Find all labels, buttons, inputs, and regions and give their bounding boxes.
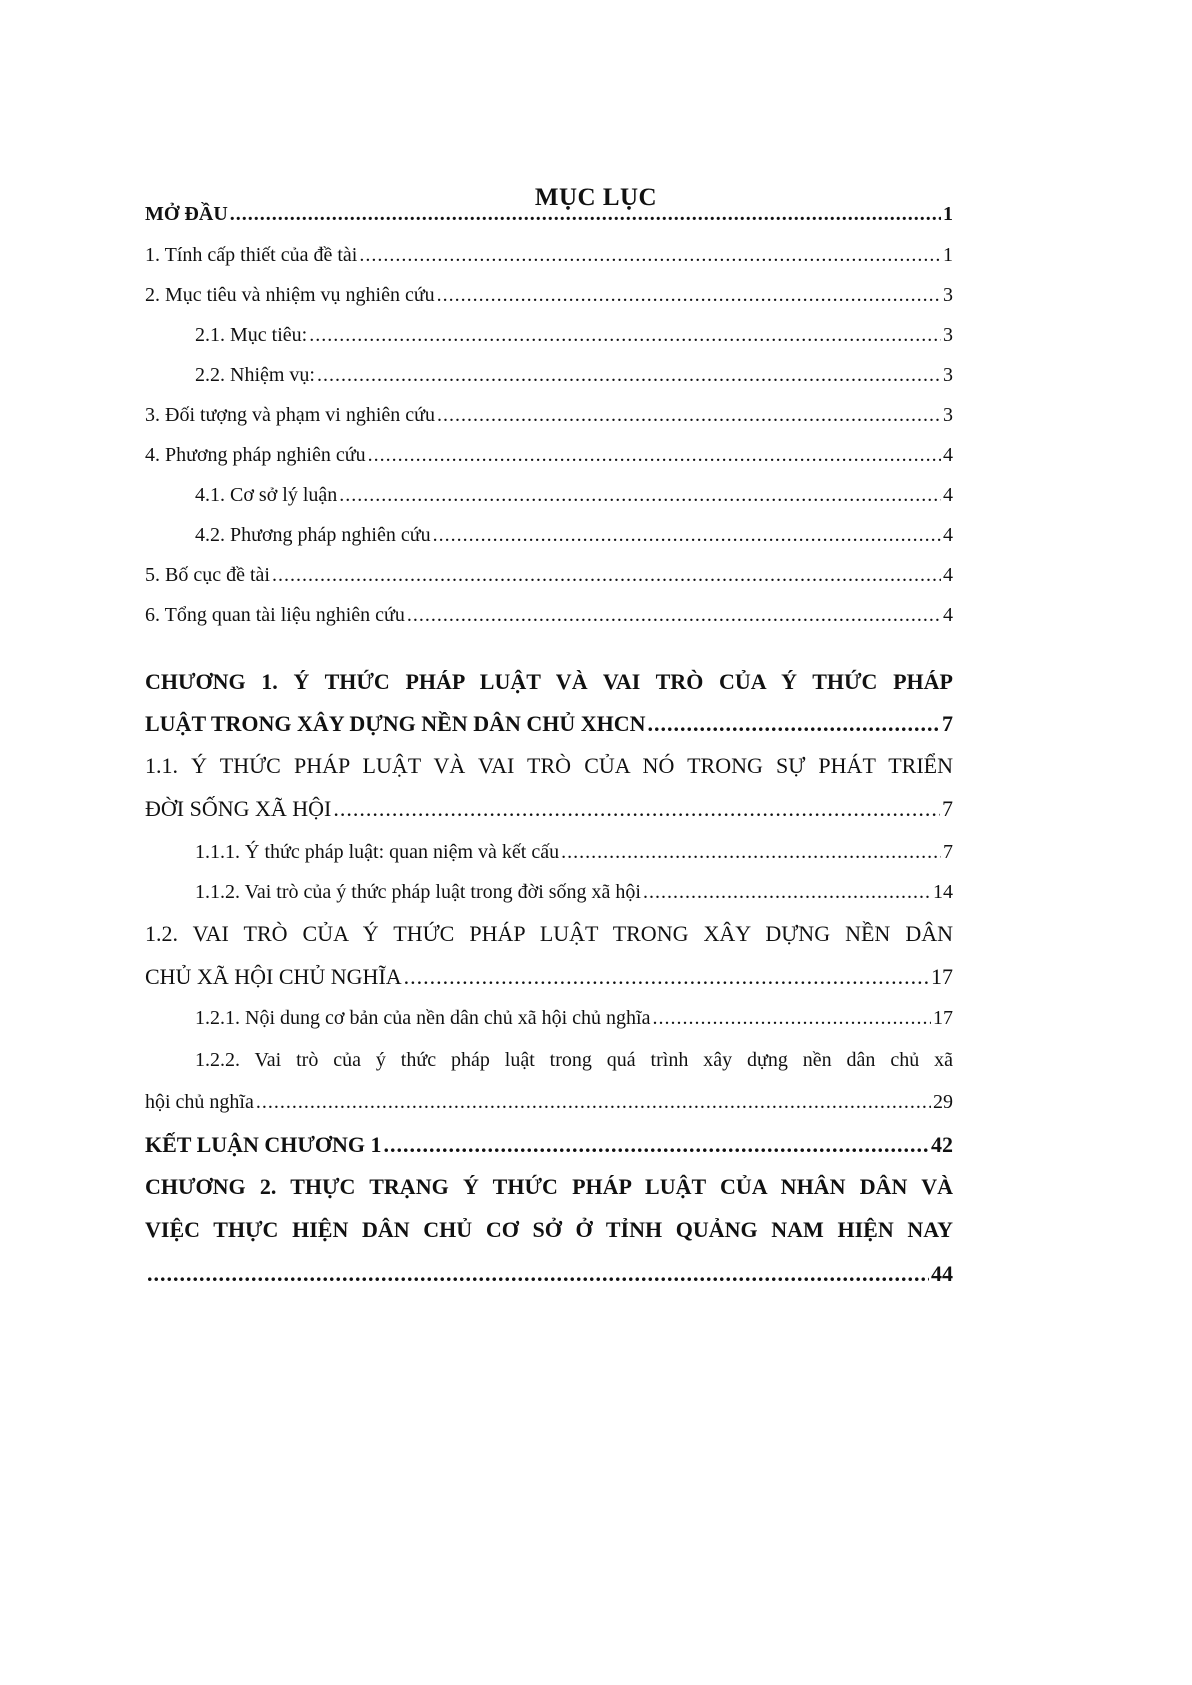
toc-entry-1-1-1[interactable]: 1.1.1. Ý thức pháp luật: quan niệm và kết cấu ..... 7 <box>145 840 953 864</box>
toc-entry-2-1[interactable]: 2.1. Mục tiêu: ..... 3 <box>145 323 953 347</box>
toc-entry-1-2-2-line-1[interactable]: 1.2.2. Vai trò của ý thức pháp luật trong quá trình xây dựng nền dân chủ xã <box>195 1049 953 1071</box>
toc-section-1-2-line-2[interactable]: CHỦ XÃ HỘI CHỦ NGHĨA ..... 17 <box>145 965 953 989</box>
toc-entry-4[interactable]: 4. Phương pháp nghiên cứu ..... 4 <box>145 443 953 467</box>
toc-entry-6[interactable]: 6. Tổng quan tài liệu nghiên cứu ..... 4 <box>145 603 953 627</box>
toc-title: MỤC LỤC <box>534 184 658 211</box>
toc-entry-mo-dau[interactable]: MỞ ĐẦU ..... 1 <box>145 202 953 226</box>
toc-chapter-2-line-3[interactable]: ..... 44 <box>145 1262 953 1286</box>
toc-entry-2-2[interactable]: 2.2. Nhiệm vụ: ..... 3 <box>145 363 953 387</box>
toc-entry-1-2-1[interactable]: 1.2.1. Nội dung cơ bản của nền dân chủ xã hội chủ nghĩa ..... 17 <box>145 1006 953 1030</box>
toc-section-1-1-line-2[interactable]: ĐỜI SỐNG XÃ HỘI ..... 7 <box>145 797 953 821</box>
toc-chapter-2-line-2[interactable]: VIỆC THỰC HIỆN DÂN CHỦ CƠ SỞ Ở TỈNH QUẢNG NAM HIỆN NAY <box>145 1217 953 1242</box>
toc-entry-5[interactable]: 5. Bố cục đề tài ..... 4 <box>145 563 953 587</box>
toc-entry-2[interactable]: 2. Mục tiêu và nhiệm vụ nghiên cứu ..... 3 <box>145 283 953 307</box>
toc-entry-3[interactable]: 3. Đối tượng và phạm vi nghiên cứu ..... 3 <box>145 403 953 427</box>
toc-section-1-2-line-1[interactable]: 1.2. VAI TRÒ CỦA Ý THỨC PHÁP LUẬT TRONG XÂY DỰNG NỀN DÂN <box>145 921 953 946</box>
toc-section-1-1-line-1[interactable]: 1.1. Ý THỨC PHÁP LUẬT VÀ VAI TRÒ CỦA NÓ TRONG SỰ PHÁT TRIỂN <box>145 753 953 778</box>
toc-conclusion-chapter-1[interactable]: KẾT LUẬN CHƯƠNG 1 ..... 42 <box>145 1133 953 1157</box>
toc-entry-1-2-2-line-2[interactable]: hội chủ nghĩa ..... 29 <box>145 1090 953 1114</box>
toc-chapter-1-line-1[interactable]: CHƯƠNG 1. Ý THỨC PHÁP LUẬT VÀ VAI TRÒ CỦA Ý THỨC PHÁP <box>145 669 953 694</box>
toc-chapter-2-line-1[interactable]: CHƯƠNG 2. THỰC TRẠNG Ý THỨC PHÁP LUẬT CỦA NHÂN DÂN VÀ <box>145 1174 953 1199</box>
toc-entry-4-1[interactable]: 4.1. Cơ sở lý luận ..... 4 <box>145 483 953 507</box>
toc-entry-1-1-2[interactable]: 1.1.2. Vai trò của ý thức pháp luật trong đời sống xã hội ..... 14 <box>145 880 953 904</box>
toc-chapter-1-line-2[interactable]: LUẬT TRONG XÂY DỰNG NỀN DÂN CHỦ XHCN ..... 7 <box>145 712 953 736</box>
toc-entry-1[interactable]: 1. Tính cấp thiết của đề tài ..... 1 <box>145 243 953 267</box>
toc-entry-4-2[interactable]: 4.2. Phương pháp nghiên cứu ..... 4 <box>145 523 953 547</box>
